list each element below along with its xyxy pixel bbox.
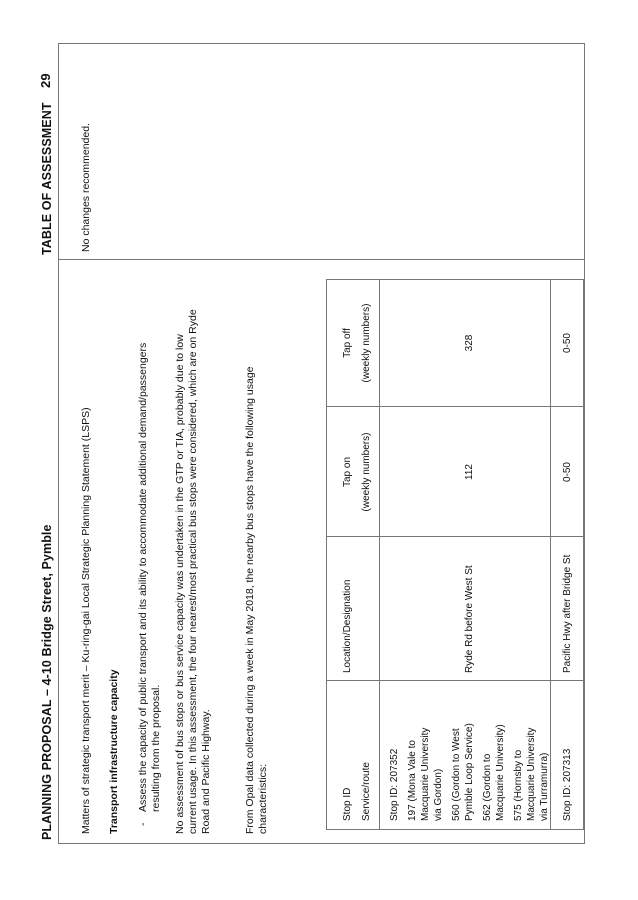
- paragraph-line-3: Road and Pacific Highway.: [200, 709, 212, 834]
- row1-stop-id: Stop ID: 207352: [389, 748, 400, 821]
- header-service-route: Service/route: [361, 762, 372, 821]
- row1-service-line: via Gordon): [433, 768, 444, 821]
- paragraph-line-1: No assessment of bus stops or bus service capacity was undertaken in the GTP or TIA, probably due to low: [174, 334, 186, 834]
- opal-line-1: From Opal data collected during a week in May 2018, the nearby bus stops have the following usage: [244, 366, 256, 834]
- header-row-divider: [379, 280, 380, 829]
- column-divider: [58, 259, 585, 260]
- row2-tap-on: 0-50: [562, 462, 573, 483]
- header-location: Location/Designation: [342, 579, 353, 673]
- bullet-marker: -: [137, 822, 149, 826]
- document-title: PLANNING PROPOSAL – 4-10 Bridge Street, Pymble: [40, 524, 54, 840]
- row1-service-line: Macquarie University: [420, 727, 431, 821]
- opal-line-2: characteristics:: [257, 763, 269, 834]
- section-title: TABLE OF ASSESSMENT: [40, 102, 54, 255]
- row1-service-line: Macquarie University): [495, 724, 506, 821]
- row1-service-line: Pymble Loop Service): [464, 723, 475, 821]
- row2-location: Pacific Hwy after Bridge St: [562, 554, 573, 673]
- row1-service-line: 197 (Mona Vale to: [407, 740, 418, 821]
- row1-tap-off: 328: [464, 334, 475, 352]
- row1-tap-on: 112: [464, 464, 475, 480]
- subheading: Transport infrastructure capacity: [108, 669, 120, 834]
- row1-service-line: 562 (Gordon to: [482, 753, 493, 821]
- header-tap-on: Tap on: [342, 456, 353, 488]
- row1-service-line: Macquarie University: [526, 727, 537, 821]
- bus-stop-usage-table: [326, 279, 584, 830]
- header-tap-off: Tap off: [342, 328, 353, 358]
- paragraph-line-2: current usage. In this assessment, the four nearest/most practical bus stops were considered, which are on Ryde: [187, 309, 199, 834]
- matter-heading: Matters of strategic transport merit – Ku-ring-gai Local Strategic Planning Statement (LSPS): [80, 407, 92, 834]
- row2-stop-id: Stop ID: 207313: [562, 748, 573, 821]
- col-divider-1: [327, 680, 583, 681]
- header-stop-id: Stop ID: [342, 787, 353, 821]
- row1-service-line: via Turramurra): [539, 752, 550, 821]
- row1-location: Ryde Rd before West St: [464, 565, 475, 673]
- response-text: No changes recommended.: [80, 123, 92, 252]
- bullet-line-1: Assess the capacity of public transport and its ability to accommodate additional demand/passengers: [137, 342, 149, 812]
- row2-tap-off: 0-50: [562, 333, 573, 354]
- row1-service-line: 575 (Hornsby to: [513, 749, 524, 821]
- page-number: 29: [38, 73, 53, 88]
- row1-service-line: 560 (Gordon to West: [451, 728, 462, 821]
- header-tap-off-unit: (weekly numbers): [361, 303, 372, 383]
- header-tap-on-unit: (weekly numbers): [361, 432, 372, 512]
- row-divider: [550, 280, 551, 829]
- bullet-line-2: resulting from the proposal.: [150, 684, 162, 812]
